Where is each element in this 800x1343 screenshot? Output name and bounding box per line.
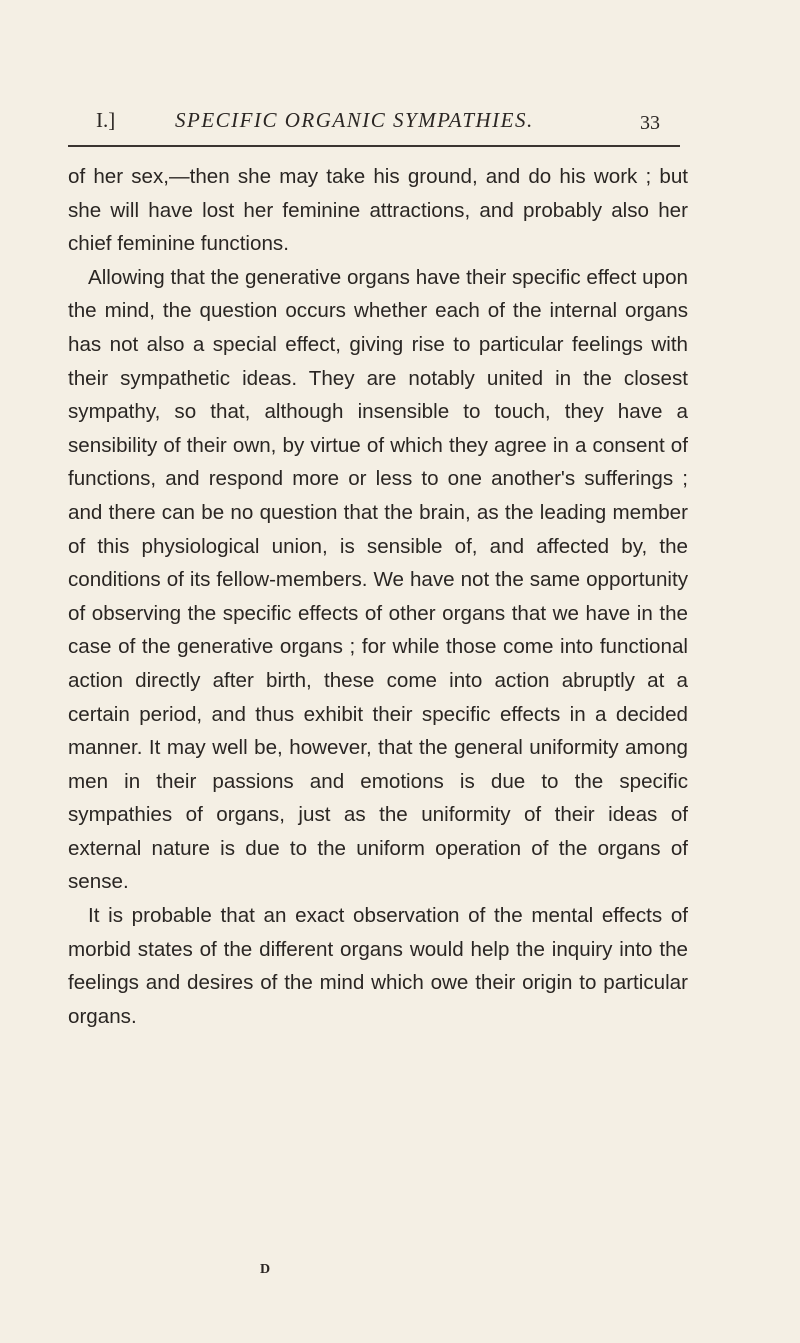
page-number: 33 (640, 112, 660, 134)
chapter-marker: I.] (96, 108, 116, 132)
paragraph: It is probable that an exact observation of the mental effects of morbid states of the different organs would help the inquiry into the feelings and desires of the mind which owe their origin to particular organs. (68, 904, 688, 1028)
running-title: SPECIFIC ORGANIC SYMPATHIES. (175, 108, 534, 132)
running-header (0, 98, 800, 138)
paragraph: Allowing that the generative organs have their specific effect upon the mind, the question occurs whether each of the internal organs has not also a special effect, giving rise to particular feelings with their sympathetic ideas. They are notably united in the closest sympathy, so that, although insensible to touch, they have a sensibility of their own, by virtue of which they agree in a consent of functions, and respond more or less to one another's sufferings ; and there can be no question that the brain, as the leading member of this physiological union, is sensible of, and affected by, the conditions of its fellow-members. We have not the same opportunity of observing the specific effects of other organs that we have in the case of the generative organs ; for while those come into functional action directly after birth, these come into action abruptly at a certain period, and thus exhibit their specific effects in a decided manner. It may well be, however, that the general uniformity among men in their passions and emotions is due to the specific sympathies of organs, just as the uniformity of their ideas of external nature is due to the uniform operation of the organs of sense. (68, 265, 688, 894)
header-rule (68, 145, 680, 147)
signature-mark: D (260, 1262, 271, 1277)
paragraph-continuation: of her sex,—then she may take his ground, and do his work ; but she will have lost her feminine attractions, and probably also her chief feminine functions. (68, 165, 688, 256)
body-text (68, 160, 688, 1033)
